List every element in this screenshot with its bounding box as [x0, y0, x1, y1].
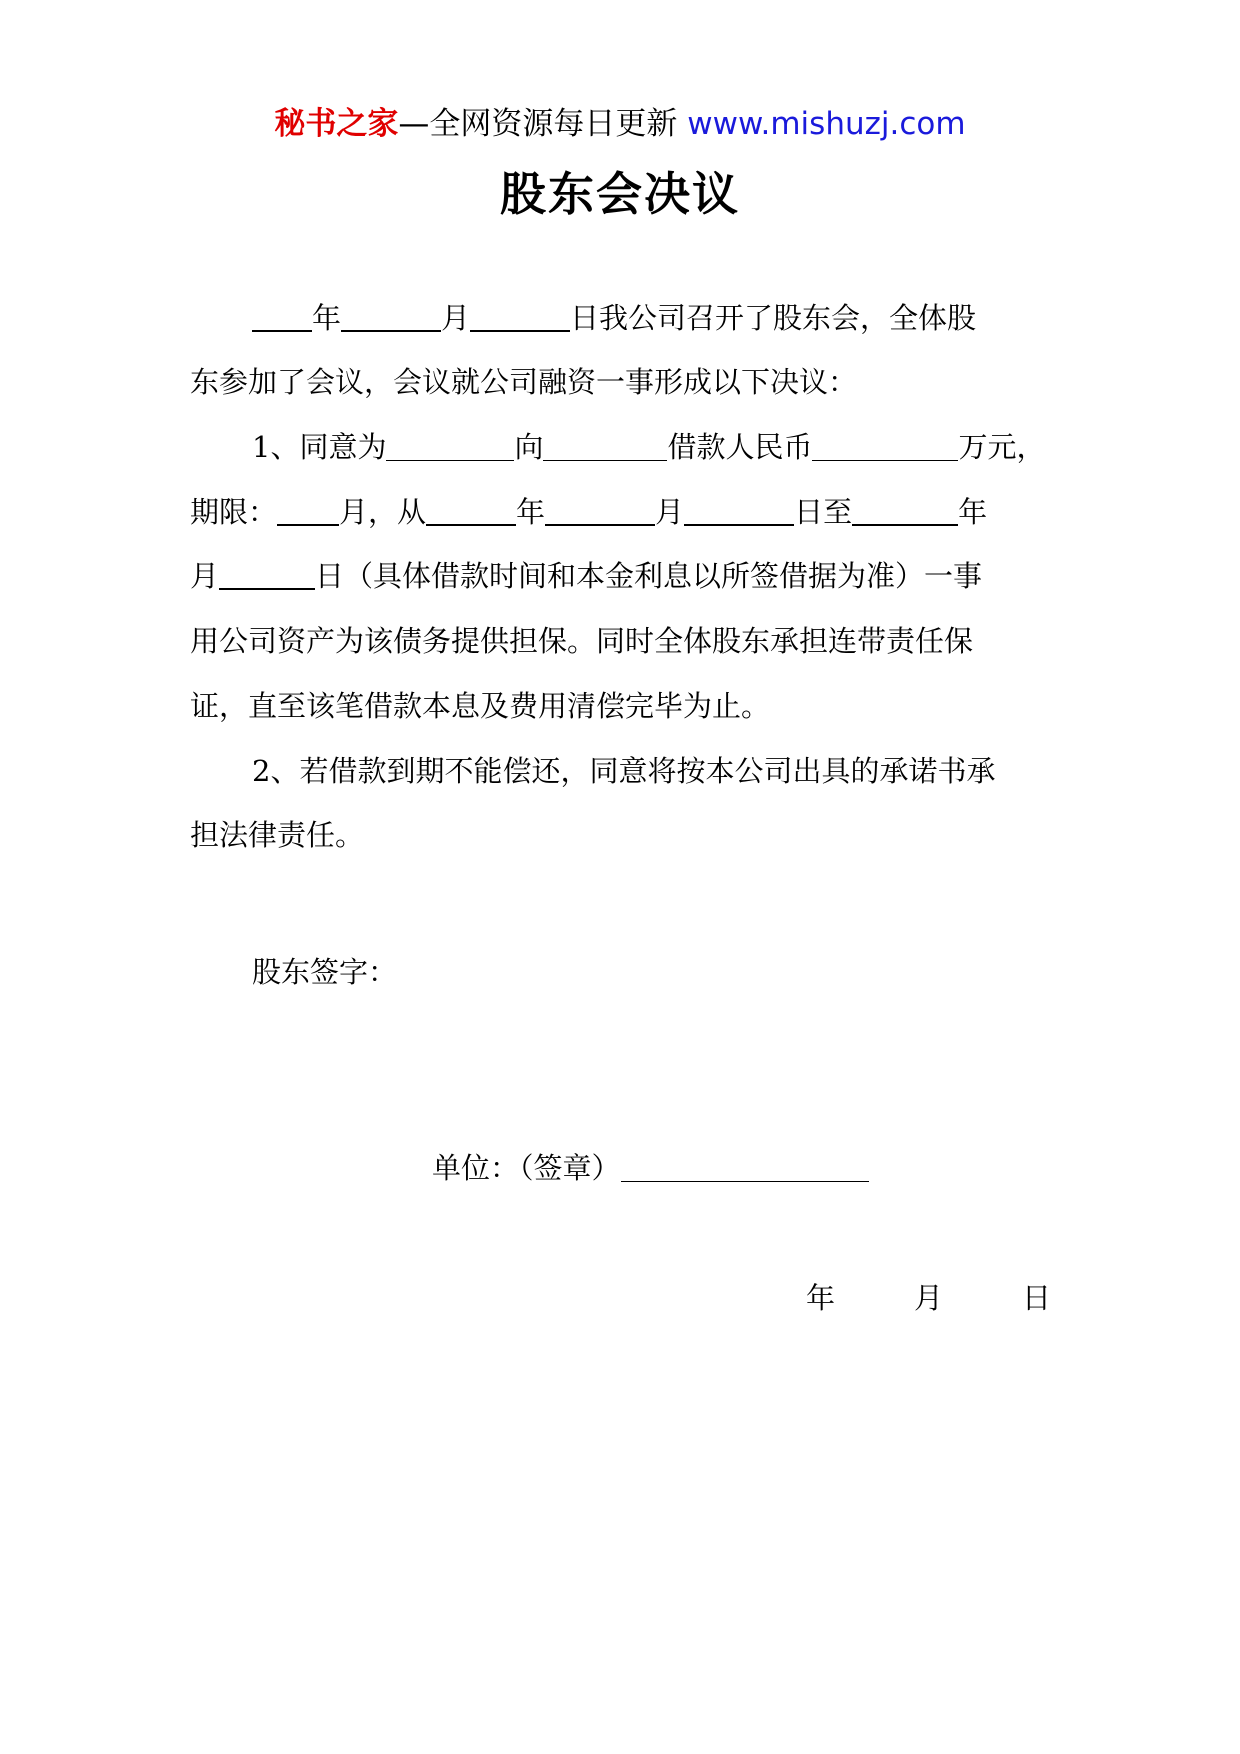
blank-year[interactable]: [252, 300, 312, 332]
blank-start-day[interactable]: [684, 494, 794, 526]
blank-term-months[interactable]: [277, 494, 339, 526]
shareholder-signature-label: 股东签字：: [252, 955, 398, 989]
unit-seal-line: [432, 1148, 869, 1188]
blank-end-year[interactable]: [852, 494, 958, 526]
header-tagline: —全网资源每日更新: [398, 106, 678, 142]
item-1-line-5: 证，直至该笔借款本息及费用清偿完毕为止。: [190, 689, 771, 723]
blank-month[interactable]: [341, 300, 441, 332]
item-1-line-4: 用公司资产为该债务提供担保。同时全体股东承担连带责任保: [190, 624, 974, 658]
date-year-label: 年: [806, 1281, 836, 1315]
site-header: [0, 104, 1240, 144]
item-1-line-3: 月 日（具体借款时间和本金利息以所签借据为准）一事: [190, 559, 983, 593]
item-2-line-1: 2、若借款到期不能偿还，同意将按本公司出具的承诺书承: [252, 754, 996, 788]
blank-unit-seal[interactable]: [621, 1151, 869, 1182]
unit-seal-label: 单位：（签章）: [432, 1151, 621, 1185]
blank-start-month[interactable]: [545, 494, 655, 526]
site-url-link[interactable]: www.mishuzj.com: [687, 106, 966, 142]
item-2-line-2: 担法律责任。: [190, 818, 365, 852]
date-month-label: 月: [914, 1281, 944, 1315]
blank-end-day[interactable]: [219, 558, 315, 590]
blank-guarantee-for[interactable]: [386, 430, 514, 461]
paragraph-1-line-2: 东参加了会议，会议就公司融资一事形成以下决议：: [190, 365, 858, 399]
item-1-line-1: 1、同意为 向 借款人民币 万元，: [252, 430, 1046, 464]
blank-start-year[interactable]: [426, 494, 516, 526]
date-day-label: 日: [1022, 1281, 1052, 1315]
item-1-line-2: 期限： 月，从 年 月 日至 年: [190, 495, 988, 529]
document-title: 股东会决议: [500, 167, 740, 221]
brand-name: 秘书之家: [274, 106, 399, 142]
paragraph-1-line-1: 年 月 日我公司召开了股东会，全体股: [252, 298, 1060, 338]
blank-amount[interactable]: [812, 430, 958, 461]
blank-day[interactable]: [470, 300, 570, 332]
blank-lender[interactable]: [543, 430, 667, 461]
